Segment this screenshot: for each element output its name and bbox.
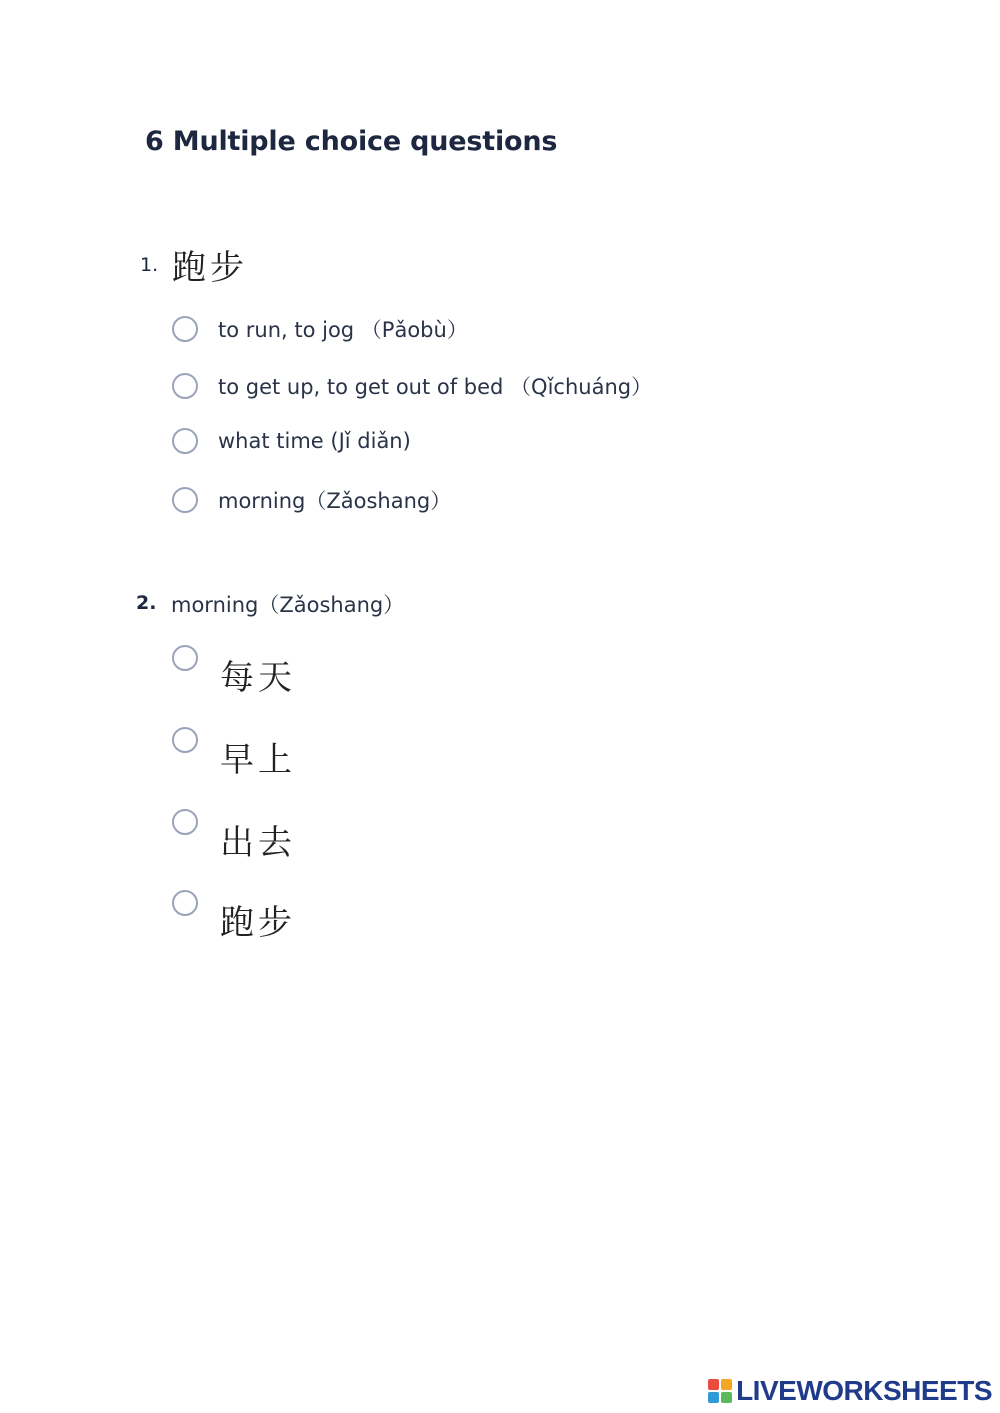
question-2-option-4-label[interactable]: 跑步 [220, 903, 296, 943]
question-1-option-1[interactable] [172, 314, 468, 344]
question-1-number: 1. [140, 254, 159, 276]
radio-button[interactable] [172, 727, 198, 753]
option-label: to run, to jog （Pǎobù） [218, 318, 468, 342]
question-2-option-3[interactable] [172, 809, 198, 835]
radio-button[interactable] [172, 428, 198, 454]
question-1-option-3[interactable] [172, 428, 411, 454]
liveworksheets-logo [708, 1375, 992, 1407]
option-label: what time (Jǐ diǎn) [218, 429, 411, 453]
brand-name: LIVEWORKSHEETS [736, 1375, 992, 1406]
question-1-option-4[interactable] [172, 485, 451, 515]
radio-button[interactable] [172, 809, 198, 835]
question-2-number: 2. [136, 592, 157, 614]
question-2-prompt: morning（Zǎoshang） [171, 593, 405, 617]
question-2-option-1[interactable] [172, 645, 198, 671]
brand-mark-icon [708, 1379, 732, 1403]
page-title: 6 Multiple choice questions [145, 126, 558, 157]
question-1-prompt: 跑步 [172, 248, 248, 288]
question-2-option-1-label[interactable]: 每天 [220, 658, 296, 698]
question-2-option-4[interactable] [172, 890, 198, 916]
question-2-option-2[interactable] [172, 727, 198, 753]
radio-button[interactable] [172, 645, 198, 671]
radio-button[interactable] [172, 890, 198, 916]
question-2-option-2-label[interactable]: 早上 [220, 740, 296, 780]
radio-button[interactable] [172, 373, 198, 399]
question-1-option-2[interactable] [172, 371, 652, 401]
option-label: morning（Zǎoshang） [218, 489, 452, 513]
question-2-option-3-label[interactable]: 出去 [220, 823, 296, 863]
radio-button[interactable] [172, 487, 198, 513]
radio-button[interactable] [172, 316, 198, 342]
option-label: to get up, to get out of bed （Qǐchuáng） [218, 375, 653, 399]
